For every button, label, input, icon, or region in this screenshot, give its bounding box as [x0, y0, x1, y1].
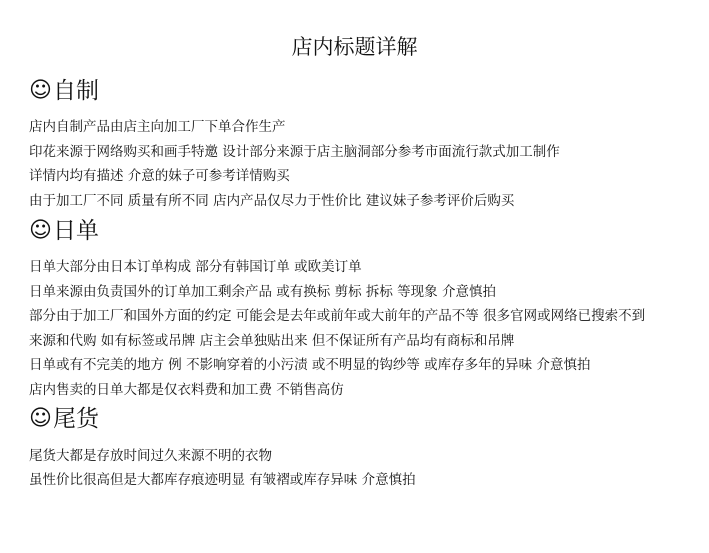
smiley-icon: ☺	[29, 218, 52, 243]
text-line: 来源和代购 如有标签或吊牌 店主会单独贴出来 但不保证所有产品均有商标和吊牌	[29, 333, 515, 349]
section-heading-label: 尾货	[52, 406, 99, 432]
text-line: 日单来源由负责国外的订单加工剩余产品 或有换标 剪标 拆标 等现象 介意慎拍	[29, 284, 496, 300]
section-heading-label: 自制	[52, 78, 99, 104]
text-line: 店内自制产品由店主向加工厂下单合作生产	[29, 119, 286, 135]
section-heading-japanese-orders	[29, 216, 99, 246]
text-line: 尾货大都是存放时间过久来源不明的衣物	[29, 448, 272, 464]
smiley-icon: ☺	[29, 406, 52, 431]
text-line: 日单大部分由日本订单构成 部分有韩国订单 或欧美订单	[29, 259, 362, 275]
section-heading-surplus-stock	[29, 404, 99, 434]
text-line: 部分由于加工厂和国外方面的约定 可能会是去年或前年或大前年的产品不等 很多官网或网络已搜索不到	[29, 308, 646, 324]
smiley-icon: ☺	[29, 78, 52, 103]
section-heading-label: 日单	[52, 218, 99, 244]
page-title: 店内标题详解	[291, 35, 418, 59]
section-heading-homemade	[29, 76, 99, 106]
text-line: 店内售卖的日单大都是仅衣料费和加工费 不销售高仿	[29, 382, 344, 398]
text-line: 日单或有不完美的地方 例 不影响穿着的小污渍 或不明显的钩纱等 或库存多年的异味 介意慎拍	[29, 357, 591, 373]
text-line: 由于加工厂不同 质量有所不同 店内产品仅尽力于性价比 建议妹子参考评价后购买	[29, 193, 515, 209]
text-line: 印花来源于网络购买和画手特邀 设计部分来源于店主脑洞部分参考市面流行款式加工制作	[29, 144, 560, 160]
text-line: 详情内均有描述 介意的妹子可参考详情购买	[29, 168, 290, 184]
text-line: 虽性价比很高但是大都库存痕迹明显 有皱褶或库存异味 介意慎拍	[29, 472, 416, 488]
